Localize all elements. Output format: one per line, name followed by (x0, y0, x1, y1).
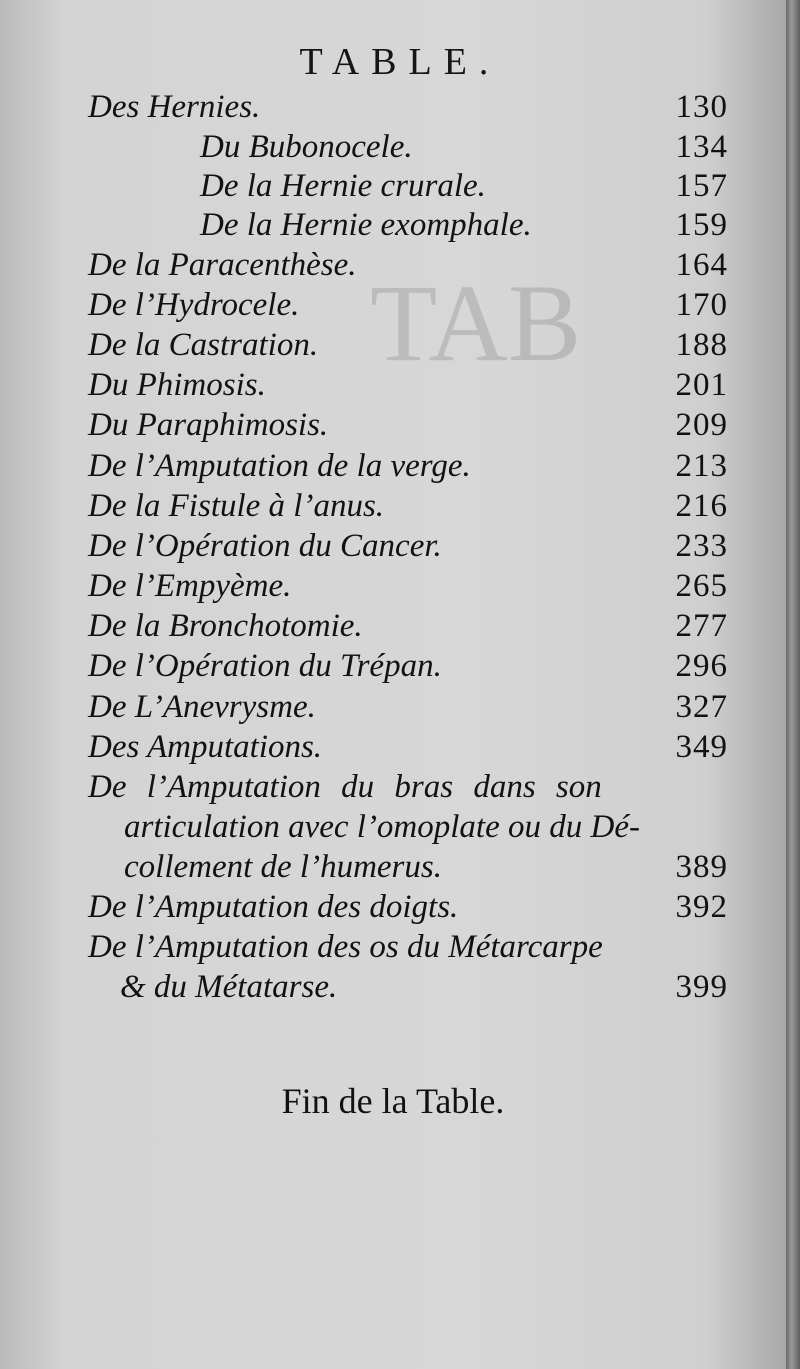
toc-entry-page: 216 (675, 488, 728, 524)
toc-entry-page: 157 (675, 168, 728, 204)
toc-entry-title: De l’Empyème. (88, 568, 292, 604)
toc-entry-title: De l’Amputation des doigts. (88, 889, 459, 925)
toc-entry-page: 389 (675, 849, 728, 885)
toc-entry-page: 233 (675, 528, 728, 564)
toc-entry-title: Du Paraphimosis. (88, 407, 329, 443)
toc-entry-title: De la Paracenthèse. (88, 247, 357, 283)
toc-entry-title: articulation avec l’omoplate ou du Dé- (124, 809, 640, 845)
toc-entry-page: 327 (675, 689, 728, 725)
toc-entry-title: De l’Hydrocele. (88, 287, 300, 323)
toc-entry-page: 201 (675, 367, 728, 403)
page-gutter (786, 0, 800, 1369)
toc-entry-page: 265 (675, 568, 728, 604)
toc-entry-title: De la Hernie crurale. (200, 168, 486, 204)
page-title: TABLE. (299, 41, 501, 83)
toc-entry-page: 170 (675, 287, 728, 323)
toc-entry-title: De l’Amputation du bras dans son (88, 769, 602, 805)
toc-entry-page: 349 (675, 729, 728, 765)
toc-entry-page: 399 (675, 969, 728, 1005)
toc-entry-page: 296 (675, 648, 728, 684)
toc-entry-title: De la Castration. (88, 327, 319, 363)
toc-entry-title: Des Amputations. (88, 729, 323, 765)
toc-entry-title: Des Hernies. (88, 89, 261, 125)
toc-entry-title: De L’Anevrysme. (88, 689, 316, 725)
toc-entry-title: De l’Opération du Trépan. (88, 648, 442, 684)
toc-entry-page: 392 (675, 889, 728, 925)
toc-entry-title: collement de l’humerus. (124, 849, 442, 885)
toc-entry-title: De la Bronchotomie. (88, 608, 363, 644)
toc-entry-title: Du Bubonocele. (200, 129, 413, 165)
toc-entry-title: De la Fistule à l’anus. (88, 488, 385, 524)
toc-entry-page: 209 (675, 407, 728, 443)
toc-entry-page: 213 (675, 448, 728, 484)
toc-entry-page: 134 (675, 129, 728, 165)
toc-entry-title: De l’Opération du Cancer. (88, 528, 442, 564)
toc-entry-title: De l’Amputation des os du Métarcarpe (88, 929, 603, 965)
toc-entry-title: De la Hernie exomphale. (200, 207, 532, 243)
toc-entry-title: & du Métatarse. (120, 969, 338, 1005)
toc-entry-page: 188 (675, 327, 728, 363)
toc-entry-page: 130 (675, 89, 728, 125)
toc-entry-page: 159 (675, 207, 728, 243)
toc-entry-title: De l’Amputation de la verge. (88, 448, 471, 484)
toc-entry-page: 164 (675, 247, 728, 283)
end-of-table-note: Fin de la Table. (281, 1081, 505, 1121)
toc-entry-page: 277 (675, 608, 728, 644)
toc-entry-title: Du Phimosis. (88, 367, 266, 403)
